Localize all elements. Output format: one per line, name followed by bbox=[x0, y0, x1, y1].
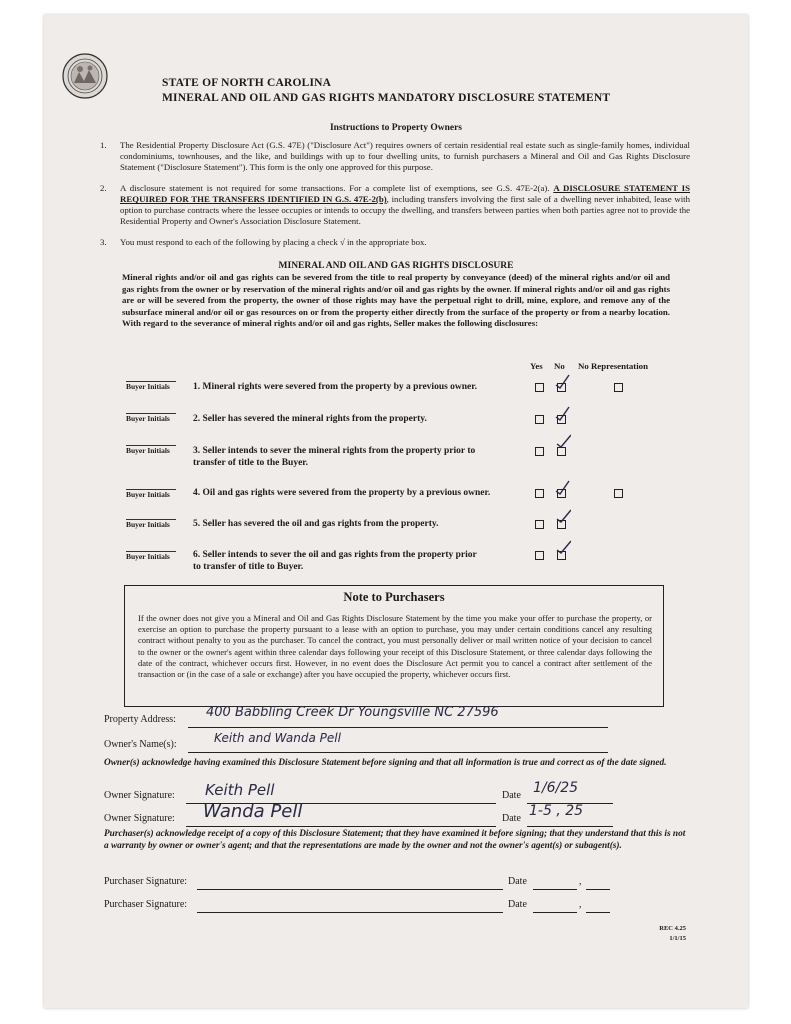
question-3 bbox=[193, 445, 475, 469]
q6-yes-checkbox[interactable] bbox=[535, 551, 544, 560]
question-2: 2. Seller has severed the mineral rights from the property. bbox=[193, 414, 427, 424]
property-address-line bbox=[188, 727, 608, 728]
buyer-initials-label: Buyer Initials bbox=[126, 446, 170, 455]
owner-signature-label-1: Owner Signature: bbox=[104, 790, 175, 801]
owner-date-label-2: Date bbox=[502, 813, 521, 824]
q1-no-checkmark-icon bbox=[554, 373, 570, 389]
buyer-initials-5[interactable] bbox=[126, 519, 176, 529]
form-number: REC 4.25 bbox=[659, 925, 686, 932]
purchaser-date-comma-2: , bbox=[579, 899, 582, 910]
instruction-1-number: 1. bbox=[100, 140, 107, 150]
question-5: 5. Seller has severed the oil and gas rights from the property. bbox=[193, 519, 439, 529]
q3-no-checkmark-icon bbox=[555, 433, 571, 449]
q1-yes-checkbox[interactable] bbox=[535, 383, 544, 392]
question-6-line-1: 6. Seller intends to sever the oil and gas rights from the property prior bbox=[193, 550, 477, 560]
instruction-2-text bbox=[120, 183, 690, 227]
purchaser-date-line-2b[interactable] bbox=[586, 912, 610, 913]
instructions-heading: Instructions to Property Owners bbox=[329, 123, 463, 133]
purchaser-date-line-1b[interactable] bbox=[586, 889, 610, 890]
owner-signature-line-2 bbox=[186, 826, 496, 827]
q6-no-checkmark-icon bbox=[555, 539, 571, 555]
revision-date: 1/1/15 bbox=[669, 935, 686, 942]
q4-no-representation-checkbox[interactable] bbox=[614, 489, 623, 498]
buyer-initials-1[interactable] bbox=[126, 381, 176, 391]
buyer-initials-label: Buyer Initials bbox=[126, 552, 170, 561]
q4-no-checkmark-icon bbox=[554, 479, 570, 495]
q5-yes-checkbox[interactable] bbox=[535, 520, 544, 529]
question-6 bbox=[193, 549, 477, 573]
instruction-2-pre: A disclosure statement is not required for some transactions. For a complete list of exemptions, see G.S. 47E-2(a). bbox=[120, 183, 554, 193]
instruction-1 bbox=[100, 140, 690, 173]
instruction-1-text: The Residential Property Disclosure Act (G.S. 47E) ("Disclosure Act") requires owners of certain residential real estate such as single-family homes, individual condominiums, townhouses, and the like, and buildings with up to four dwelling units, to furnish purchasers a Mineral and Oil and Gas Rights Disclosure Statement ("Disclosure Statement"). This form is the only one approved for this purpose. bbox=[120, 140, 690, 172]
instruction-3-number: 3. bbox=[100, 237, 107, 247]
owner-date-1[interactable]: 1/6/25 bbox=[533, 780, 579, 796]
purchaser-signature-label-2: Purchaser Signature: bbox=[104, 899, 188, 910]
question-3-line-1: 3. Seller intends to sever the mineral rights from the property prior to bbox=[193, 446, 476, 456]
q3-yes-checkbox[interactable] bbox=[535, 447, 544, 456]
instruction-2 bbox=[100, 183, 690, 227]
owner-date-label-1: Date bbox=[502, 790, 521, 801]
owner-signature-2[interactable]: Wanda Pell bbox=[203, 801, 303, 822]
owner-acknowledgement: Owner(s) acknowledge having examined this Disclosure Statement before signing and that all information is true and correct as of the date signed. bbox=[104, 758, 667, 768]
column-no: No bbox=[554, 361, 565, 371]
state-seal bbox=[62, 53, 108, 99]
owner-signature-label-2: Owner Signature: bbox=[104, 813, 175, 824]
purchaser-date-label-1: Date bbox=[508, 876, 527, 887]
property-address-input[interactable]: 400 Babbling Creek Dr Youngsville NC 27596 bbox=[206, 705, 499, 720]
instruction-2-required: A DISCLOSURE STATEMENT IS REQUIRED FOR THE TRANSFERS IDENTIFIED IN G.S. 47E-2(b) bbox=[120, 183, 690, 204]
property-address-label: Property Address: bbox=[104, 714, 176, 725]
q1-no-representation-checkbox[interactable] bbox=[614, 383, 623, 392]
question-6-line-2: to transfer of title to Buyer. bbox=[193, 562, 304, 572]
purchaser-date-line-1a[interactable] bbox=[533, 889, 577, 890]
disclosure-heading: MINERAL AND OIL AND GAS RIGHTS DISCLOSURE bbox=[278, 261, 514, 271]
q2-no-checkmark-icon bbox=[554, 405, 570, 421]
owner-date-2[interactable]: 1-5 , 25 bbox=[529, 803, 584, 819]
instruction-3 bbox=[100, 237, 690, 248]
form-title: MINERAL AND OIL AND GAS RIGHTS MANDATORY DISCLOSURE STATEMENT bbox=[162, 92, 611, 104]
question-3-line-2: transfer of title to the Buyer. bbox=[193, 458, 309, 468]
q4-yes-checkbox[interactable] bbox=[535, 489, 544, 498]
owners-name-label: Owner's Name(s): bbox=[104, 739, 177, 750]
buyer-initials-label: Buyer Initials bbox=[126, 520, 170, 529]
buyer-initials-2[interactable] bbox=[126, 413, 176, 423]
buyer-initials-label: Buyer Initials bbox=[126, 490, 170, 499]
buyer-initials-4[interactable] bbox=[126, 489, 176, 499]
note-title: Note to Purchasers bbox=[343, 590, 445, 604]
owner-date-line-2 bbox=[527, 826, 613, 827]
buyer-initials-6[interactable] bbox=[126, 551, 176, 561]
column-yes: Yes bbox=[530, 361, 543, 371]
purchaser-signature-label-1: Purchaser Signature: bbox=[104, 876, 188, 887]
purchaser-date-label-2: Date bbox=[508, 899, 527, 910]
buyer-initials-label: Buyer Initials bbox=[126, 414, 170, 423]
question-1: 1. Mineral rights were severed from the property by a previous owner. bbox=[193, 382, 477, 392]
purchaser-signature-line-1[interactable] bbox=[197, 889, 503, 890]
owners-name-line bbox=[188, 752, 608, 753]
state-title: STATE OF NORTH CAROLINA bbox=[162, 77, 332, 89]
purchaser-acknowledgement: Purchaser(s) acknowledge receipt of a copy of this Disclosure Statement; that they have examined it before signing; that they understand that this is not a warranty by owner or owner's agent; and that the representations are made by the owner and not the owner's agent(s) or subagent(s). bbox=[104, 829, 686, 851]
owners-name-input[interactable]: Keith and Wanda Pell bbox=[214, 731, 341, 745]
purchaser-date-comma-1: , bbox=[579, 876, 582, 887]
question-4: 4. Oil and gas rights were severed from the property by a previous owner. bbox=[193, 488, 491, 498]
column-no-representation: No Representation bbox=[578, 361, 648, 371]
buyer-initials-label: Buyer Initials bbox=[126, 382, 170, 391]
purchaser-signature-line-2[interactable] bbox=[197, 912, 503, 913]
buyer-initials-3[interactable] bbox=[126, 445, 176, 455]
instruction-2-post: , including transfers involving the first sale of a dwelling never inhabited, lease with option to purchase contracts where the lessee occupies or intends to occupy the dwelling, and transfers between parties when both parties agree not to provide the Residential Property and Owner's Association Disclosure Statement. bbox=[120, 194, 690, 226]
purchaser-date-line-2a[interactable] bbox=[533, 912, 577, 913]
q2-yes-checkbox[interactable] bbox=[535, 415, 544, 424]
q5-no-checkmark-icon bbox=[555, 508, 571, 524]
owner-signature-1[interactable]: Keith Pell bbox=[205, 781, 275, 799]
disclosure-intro: Mineral rights and/or oil and gas rights can be severed from the title to real property by conveyance (deed) of the mineral rights and/or oil and gas rights from the owner or by reservation of the mineral rights and/or oil and gas rights by the owner. If mineral rights and/or oil and gas rights are or will be severed from the property, the owner of those rights may have the perpetual right to drill, mine, explore, and remove any of the subsurface mineral and/or oil or gas resources on or from the property either directly from the surface of the property or from a nearby location. With regard to the severance of mineral rights and/or oil and gas rights, Seller makes the following disclosures: bbox=[122, 272, 670, 329]
note-body: If the owner does not give you a Mineral and Oil and Gas Rights Disclosure Statement by the time you make your offer to purchase the property, or exercise an option to purchase the property pursuant to a lease with an option to purchase, you may under certain conditions cancel any resulting contract without penalty to you as the purchaser. To cancel the contract, you must personally deliver or mail written notice of your decision to cancel to the owner or the owner's agent within three calendar days following your receipt of this Disclosure Statement, or three calendar days following the date of the contract, whichever occurs first. However, in no event does the Disclosure Act permit you to cancel a contract after settlement of the transaction or (in the case of a sale or exchange) after you have occupied the property, whichever occurs first. bbox=[138, 613, 652, 680]
instruction-2-number: 2. bbox=[100, 183, 107, 193]
note-to-purchasers-box bbox=[124, 585, 664, 707]
instruction-3-text: You must respond to each of the following by placing a check √ in the appropriate box. bbox=[120, 237, 427, 247]
